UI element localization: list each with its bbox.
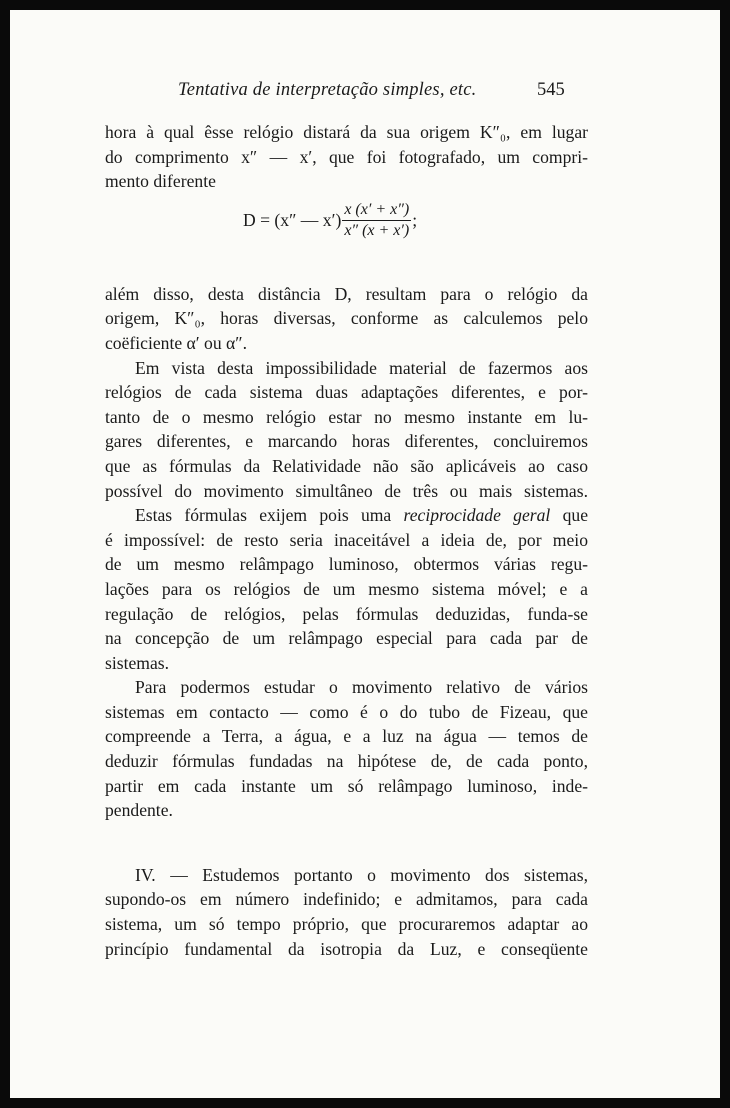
running-title: Tentativa de interpretação simples, etc. (178, 80, 477, 100)
text-line: relógios de cada sistema duas adaptações diferentes, e por- (105, 382, 588, 403)
distance-formula (243, 200, 417, 241)
section-iv (105, 863, 588, 961)
text-line: sistema, um só tempo próprio, que procuraremos adaptar ao (105, 914, 588, 935)
text-line: partir em cada instante um só relâmpago luminoso, inde- (105, 775, 588, 796)
text-line: IV. — Estudemos portanto o movimento dos sistemas, (135, 864, 588, 885)
text-line: deduzir fórmulas fundadas na hipótese de, de cada ponto, (105, 751, 588, 772)
page-number: 545 (537, 80, 565, 100)
text-line: gares diferentes, e marcando horas diferentes, concluiremos (105, 431, 588, 452)
page-header (10, 80, 720, 104)
formula-numerator: x (x′ + x″) (344, 200, 410, 218)
text-line (105, 503, 588, 528)
formula-block (105, 194, 588, 282)
formula-fraction (342, 200, 411, 241)
book-page (10, 10, 720, 1098)
text-line: pendente. (105, 800, 173, 821)
text-line: do comprimento x″ — x′, que foi fotografado, um compri- (105, 146, 588, 167)
text-line: que as fórmulas da Relatividade não são aplicáveis ao caso (105, 455, 588, 476)
paragraph-3 (105, 356, 588, 504)
text-line: possível do movimento simultâneo de três ou mais sistemas. (105, 480, 588, 501)
formula-denominator: x″ (x + x′) (344, 221, 410, 239)
text-fragment: Estas fórmulas exijem pois uma (135, 505, 392, 526)
paragraph-5 (105, 675, 588, 823)
text-line: regulação de relógios, pelas fórmulas deduzidas, funda-se (105, 603, 588, 624)
page-body (105, 120, 588, 961)
text-line: Para podermos estudar o movimento relativo de vários (135, 677, 588, 698)
text-line: é impossível: de resto seria inaceitável a ideia de, por meio (105, 529, 588, 550)
text-line: de um mesmo relâmpago luminoso, obtermos várias regu- (105, 554, 588, 575)
text-line: sistemas em contacto — como é o do tubo de Fizeau, que (105, 701, 588, 722)
formula-lhs: D = (x″ — x′) (243, 209, 342, 230)
section-spacer (105, 823, 588, 863)
text-line: na concepção de um relâmpago especial para cada par de (105, 628, 588, 649)
text-line: supondo-os em número indefinido; e admitamos, para cada (105, 889, 588, 910)
paragraph-1 (105, 120, 588, 194)
paragraph-4 (105, 503, 588, 675)
text-fragment: que (562, 505, 589, 526)
text-line: compreende a Terra, a água, e a luz na água — temos de (105, 726, 588, 747)
text-line: lações para os relógios de um mesmo sistema móvel; e a (105, 578, 588, 599)
text-line: mento diferente (105, 171, 216, 192)
paragraph-2 (105, 282, 588, 356)
text-line: origem, K″₀, horas diversas, conforme as calculemos pelo (105, 308, 588, 329)
emphasis-text: reciprocidade geral (403, 505, 551, 526)
text-line: princípio fundamental da isotropia da Luz, e conseqüente (105, 938, 588, 959)
text-line: hora à qual êsse relógio distará da sua origem K″₀, em lugar (105, 122, 588, 142)
text-line: sistemas. (105, 652, 170, 673)
text-line: Em vista desta impossibilidade material de fazermos aos (135, 357, 588, 378)
text-line: coëficiente α′ ou α″. (105, 332, 247, 353)
text-line: além disso, desta distância D, resultam para o relógio da (105, 283, 588, 304)
text-line: tanto de o mesmo relógio estar no mesmo instante em lu- (105, 406, 588, 427)
formula-trailing: ; (412, 209, 418, 230)
